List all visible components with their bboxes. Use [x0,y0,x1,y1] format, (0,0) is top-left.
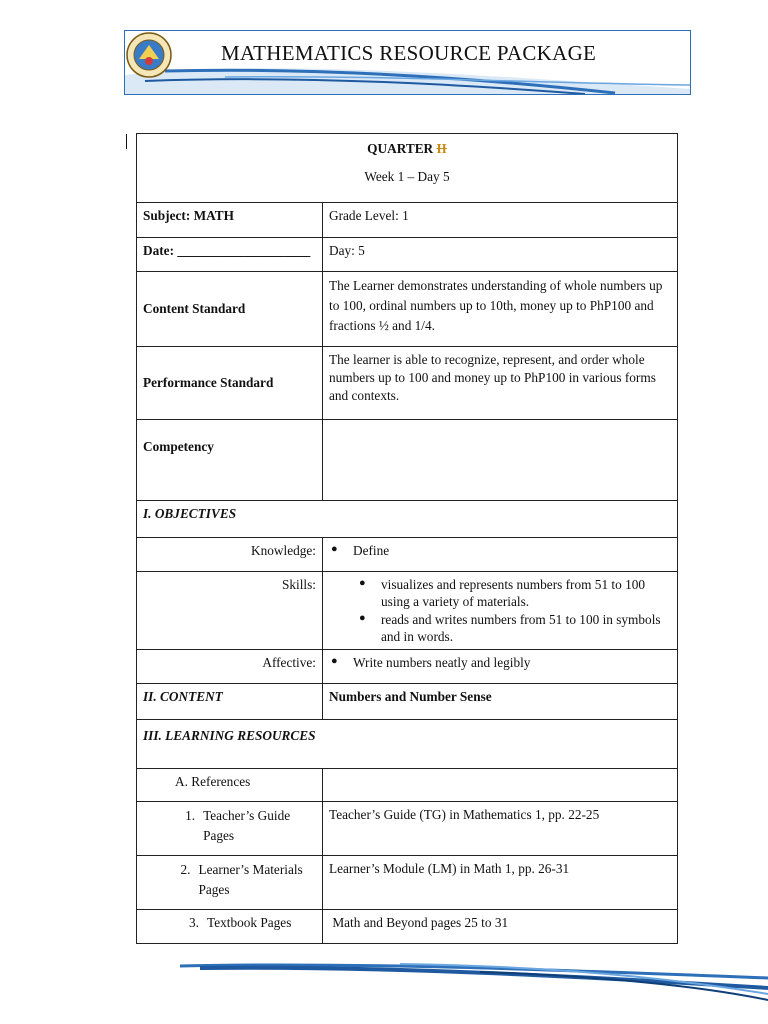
reference-item-cell [137,856,323,910]
text-cursor [126,134,127,149]
reference-label: Teacher’s Guide Pages [203,808,291,844]
objectives-heading-row [137,501,678,538]
reference-value: Math and Beyond pages 25 to 31 [323,910,678,944]
day-label: Day: 5 [323,238,678,272]
content-standard-label: Content Standard [137,272,323,347]
grade-level-label: Grade Level: 1 [323,203,678,238]
reference-row-textbook [137,910,678,944]
list-item: ● Define [353,542,671,560]
reference-item [143,914,316,932]
skills-list [329,576,671,645]
content-standard-row [137,272,678,347]
list-item: ● Write numbers neatly and legibly [353,654,671,672]
reference-number: 1. [185,808,196,824]
content-value: Numbers and Number Sense [323,684,678,720]
quarter-row [137,134,678,203]
reference-number: 2. [180,862,191,878]
reference-item-cell [137,802,323,856]
competency-label: Competency [137,420,323,501]
quarter-cell [137,134,678,203]
subject-label: Subject: MATH [137,203,323,238]
list-item: ● reads and writes numbers from 51 to 100 in symbols and in words. [381,611,671,646]
quarter-label: QUARTER [367,141,434,156]
knowledge-row [137,538,678,572]
date-label: Date: ____________________ [137,238,323,272]
content-standard-text: The Learner demonstrates understanding of whole numbers up to 100, ordinal numbers up to 10th, money up to PhP100 and fractions ½ and 1/4. [323,272,678,347]
deped-seal-icon [125,31,173,79]
knowledge-label: Knowledge: [137,538,323,572]
reference-number: 3. [189,915,199,931]
reference-value: Learner’s Module (LM) in Math 1, pp. 26-31 [323,856,678,910]
content-heading: II. CONTENT [137,684,323,720]
performance-standard-row [137,347,678,420]
footer-swoosh-graphic [180,950,768,1010]
affective-cell [323,650,678,684]
reference-label: Textbook Pages [207,915,292,931]
reference-row-tg [137,802,678,856]
knowledge-list [329,542,671,560]
reference-label: Learner’s Materials Pages [198,862,303,898]
competency-row [137,420,678,501]
content-row [137,684,678,720]
quarter-heading [143,140,671,158]
page-title: MATHEMATICS RESOURCE PACKAGE [221,41,597,65]
skills-row [137,572,678,650]
affective-label: Affective: [137,650,323,684]
affective-row [137,650,678,684]
affective-list [329,654,671,672]
competency-text [323,420,678,501]
reference-value: Teacher’s Guide (TG) in Mathematics 1, pp. 22-25 [323,802,678,856]
reference-item [143,860,316,900]
knowledge-cell [323,538,678,572]
week-day-label: Week 1 – Day 5 [364,168,450,184]
header-banner [124,30,691,95]
references-cell [137,769,323,802]
resources-heading-row [137,720,678,769]
skills-cell [323,572,678,650]
lesson-plan-table [136,133,678,944]
references-value [323,769,678,802]
performance-standard-label: Performance Standard [137,347,323,420]
list-item: ● visualizes and represents numbers from 51 to 100 using a variety of materials. [381,576,671,611]
reference-item [143,806,316,846]
skills-label: Skills: [137,572,323,650]
reference-item-cell [137,910,323,944]
resources-heading: III. LEARNING RESOURCES [137,720,678,769]
subject-row [137,203,678,238]
reference-row-lm [137,856,678,910]
quarter-struck-number: II [436,141,447,156]
references-row [137,769,678,802]
objectives-heading: I. OBJECTIVES [137,501,678,538]
performance-standard-text: The learner is able to recognize, represent, and order whole numbers up to 100 and money up to PhP100 in various forms and contexts. [323,347,678,420]
references-label: A. References [175,774,251,790]
date-row [137,238,678,272]
